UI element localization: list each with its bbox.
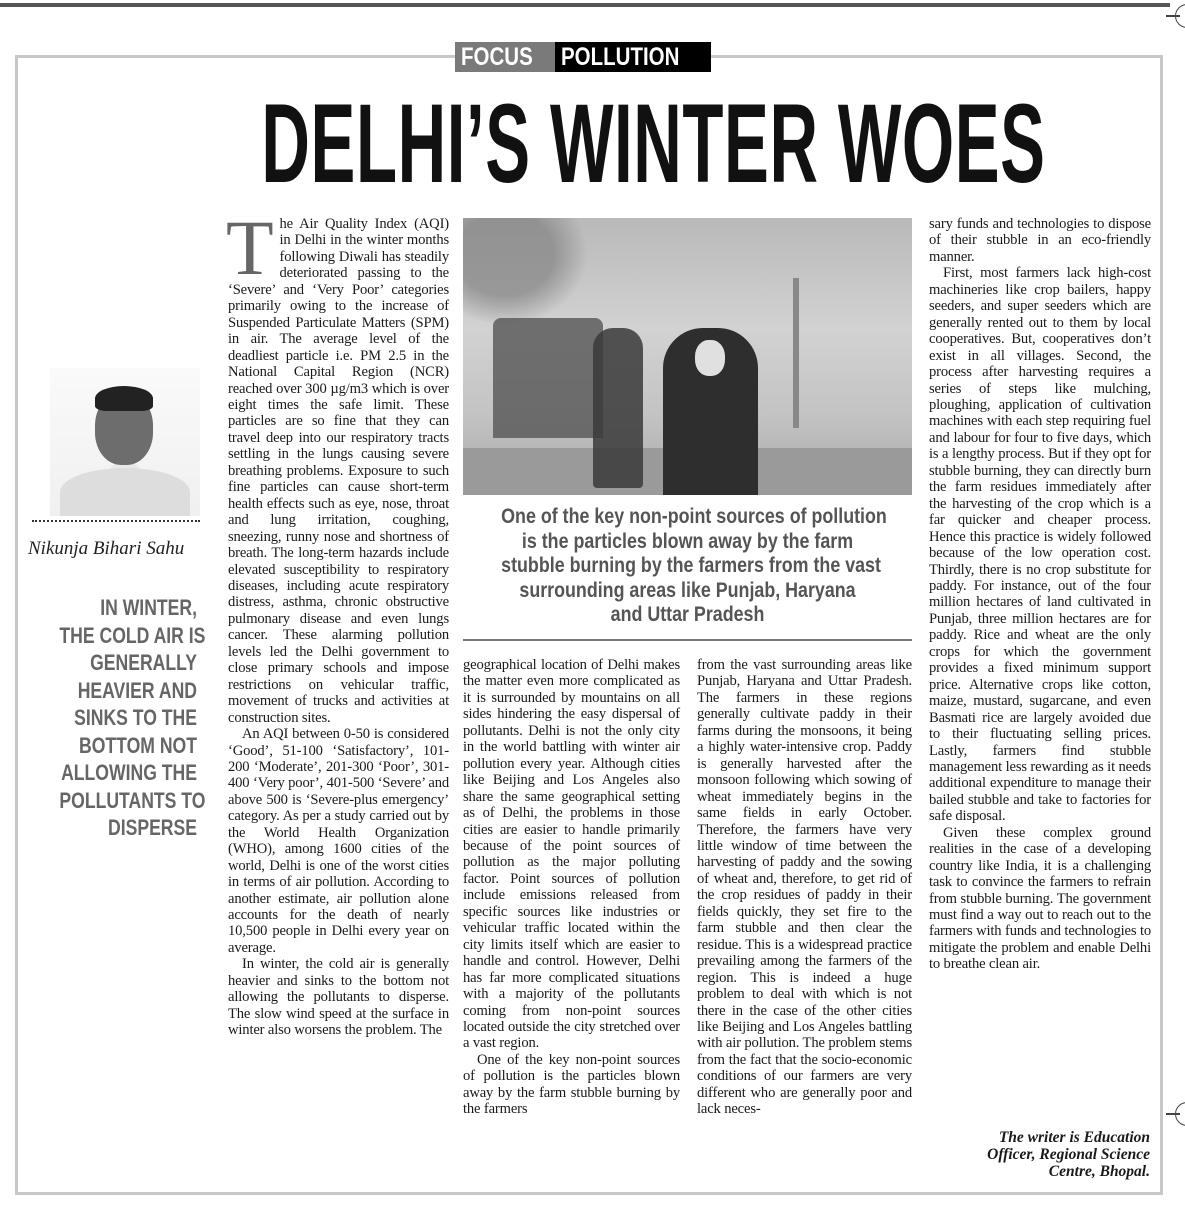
caption-line: One of the key non-point sources of pollution — [501, 504, 887, 528]
paragraph: sary funds and technologies to dispose of their stubble in an eco-friendly manner. — [929, 216, 1151, 265]
pull-quote-line: ALLOWING THE — [61, 760, 198, 785]
top-rule — [0, 3, 1170, 7]
pull-quote-line: POLLUTANTS TO — [59, 787, 206, 813]
registration-mark-icon — [1175, 1102, 1185, 1126]
section-tag — [455, 42, 711, 72]
paragraph: In winter, the cold air is generally heavier and sinks to the bottom not allowing the pollutants to disperse. The slow wind speed at the surface in winter also worsens the problem. The — [228, 956, 449, 1039]
paragraph: from the vast surrounding areas like Punjab, Haryana and Uttar Pradesh. The farmers in these regions generally cultivate paddy in their farms during the monsoons, it being a highly water-intensive crop. Paddy is generally harvested after the monsoon following which sowing of wheat immediately begins in the same fields in early October. Therefore, the farmers have very little window of time between the harvesting of paddy and the sowing of wheat and, therefore, to get rid of the crop residues of paddy in their fields quickly, they set fire to the farm stubble and then clear the residue. This is a widespread practice prevailing among the farmers of the region. This is indeed a huge problem to deal with which is not there in the case of the other cities like Beijing and Los Angeles battling with air pollution. The problem stems from the fact that the socio-economic conditions of our farmers are very different who are generally poor and lack neces- — [697, 657, 912, 1118]
pull-quote — [25, 594, 206, 842]
paragraph: he Air Quality Index (AQI) in Delhi in the winter months following Diwali has steadily deteriorated passing to the ‘Severe’ and ‘Very Poor’ categories primarily owing to the increase of Suspended Particulate Matters (SPM) in air. The average level of the deadliest particle i.e. PM 2.5 in the National Capital Region (NCR) reached over 300 µg/m3 which is over eight times the safe limit. These particles are so fine that they can travel deep into our respiratory tracts settling in the lungs causing severe breathing problems. Exposure to such fine particles can cause short-term health effects such as eye, nose, throat and lung irritation, coughing, sneezing, runny nose and shortness of breath. The long-term hazards include elevated susceptibility to respiratory diseases, including acute respiratory distress, asthma, chronic obstructive pulmonary disease and even lungs cancer. These alarming pollution levels led the Delhi government to close primary schools and impose restrictions on vehicular traffic, movement of trucks and activities at construction sites. — [228, 216, 449, 726]
byline-line: Officer, Regional Science — [987, 1146, 1150, 1163]
pull-quote-line: HEAVIER AND — [77, 677, 197, 703]
caption-line: stubble burning by the farmers from the vast — [501, 553, 881, 577]
article-column-4 — [929, 216, 1151, 973]
pull-quote-line: GENERALLY — [90, 650, 197, 675]
caption-rule — [463, 639, 912, 641]
section-focus: FOCUS — [461, 43, 533, 71]
headline-wrap — [0, 81, 1185, 206]
byline-line: The writer is Education — [998, 1129, 1150, 1146]
paragraph: First, most farmers lack high-cost machineries like crop bailers, happy seeders, and super seeders which are generally rented out to them by local cooperatives. But, cooperatives don’t exist in all villages. Second, the process after harvesting requires a series of steps like mulching, ploughing, application of cultivation machines with each step requiring fuel and labour for four to five days, which is a lengthy process. But if they opt for stubble burning, they can directly burn the farm residues immediately after the harvesting of the crop which is a far quicker and cheaper process. Hence this practice is widely followed because of the low operation cost. Thirdly, there is no crop substitute for paddy. For instance, out of the four million hectares of land cultivated in Punjab, three million hectares are for paddy. Rice and wheat are the only crops for which the government provides a fixed minimum support price. Alternative crops like cotton, maize, mustard, sugarcane, and even Basmati rice are largely avoided due to their fluctuating selling prices. Lastly, farmers find stubble management less rewarding as it needs additional expenditure to manage their bailed stubble and take to factories for safe disposal. — [929, 265, 1151, 825]
divider — [32, 520, 200, 522]
author-name: Nikunja Bihari Sahu — [28, 538, 185, 559]
registration-mark-icon — [1175, 4, 1185, 28]
pull-quote-line: THE COLD AIR IS — [59, 622, 206, 648]
paragraph: An AQI between 0-50 is considered ‘Good’, 51-100 ‘Satisfactory’, 101-200 ‘Moderate’, 201-300 ‘Poor’, 301-400 ‘Very poor’, 401-500 ‘Severe’ and above 500 is ‘Severe-plus emergency’ category. As per a study carried out by the World Health Organization (WHO), among 1600 cities of the world, Delhi is one of the worst cities in terms of air pollution. According to another estimate, air pollution alone accounts for the death of nearly 10,500 people in Delhi every year on average. — [228, 726, 449, 956]
article-column-1 — [226, 204, 449, 1039]
byline-line: Centre, Bhopal. — [1048, 1163, 1150, 1180]
article-photo-smog — [463, 218, 912, 495]
pull-quote-line: SINKS TO THE — [74, 705, 197, 730]
caption-line: surrounding areas like Punjab, Haryana — [519, 577, 856, 602]
article-column-3 — [697, 657, 912, 1118]
drop-cap: T — [226, 204, 274, 291]
author-photo — [50, 368, 200, 516]
headline: DELHI’S WINTER WOES — [261, 81, 1046, 206]
caption-line: is the particles blown away by the farm — [521, 528, 854, 553]
photo-caption — [463, 504, 912, 627]
paragraph: Given these complex ground realities in the case of a developing country like India, it is a challenging task to convince the farmers to refrain from stubble burning. The government must find a way out to reach out to the farmers with funds and technologies to mitigate the problem and enable Delhi to breathe clean air. — [929, 824, 1151, 973]
pull-quote-line: DISPERSE — [107, 815, 197, 840]
section-topic: POLLUTION — [560, 43, 679, 71]
pull-quote-line: BOTTOM NOT — [79, 732, 197, 758]
pull-quote-line: IN WINTER, — [100, 595, 197, 620]
writer-byline — [929, 1129, 1150, 1180]
paragraph: One of the key non-point sources of pollution is the particles blown away by the farm stubble burning by the farmers — [463, 1051, 680, 1118]
paragraph: geographical location of Delhi makes the matter even more complicated as it is surrounded by mountains on all sides hindering the easy dispersal of pollutants. Delhi is not the only city in the world battling with winter air pollution every year. Although cities like Beijing and Los Angeles also share the same geographical setting as of Delhi, the problems in those cities are easier to handle primarily because of the point sources of pollution as the major polluting factor. Point sources of pollution include emissions released from specific sources like industries or vehicular traffic located within the city limits itself which are easier to handle and control. However, Delhi has far more complicated situations with a majority of the pollutants coming from non-point sources located outside the city stretched over a vast region. — [463, 657, 680, 1052]
caption-line: and Uttar Pradesh — [610, 602, 765, 626]
article-column-2 — [463, 657, 680, 1118]
